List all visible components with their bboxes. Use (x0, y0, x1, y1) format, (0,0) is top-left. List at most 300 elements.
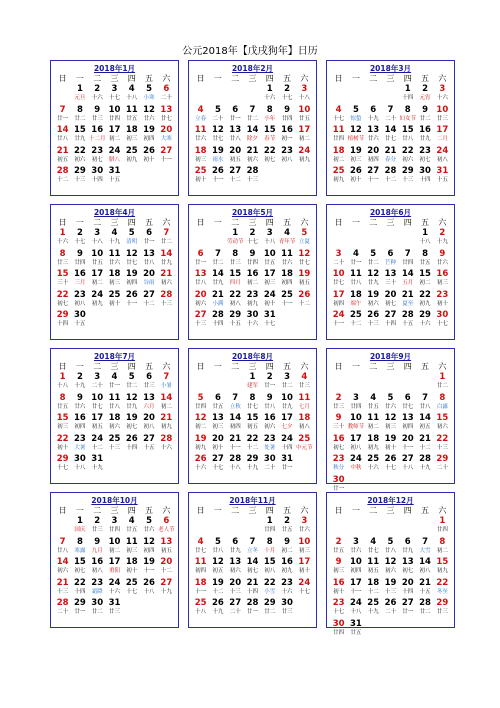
day-cell (278, 84, 295, 105)
weekday-label: 二 (369, 74, 378, 83)
lunar-date: 初七 (91, 156, 103, 163)
day-cell (227, 413, 244, 434)
day-cell (209, 413, 226, 434)
day-number: 9 (422, 104, 428, 115)
lunar-date: 教师节 (347, 424, 365, 430)
day-cell (227, 166, 244, 187)
day-cell (209, 269, 226, 290)
lunar-date: 十四 (402, 95, 414, 101)
day-number: 19 (212, 145, 224, 156)
lunar-date: 廿一 (281, 465, 293, 471)
day-number: 7 (59, 536, 66, 547)
weekday-label: 三 (110, 506, 119, 515)
lunar-date: 廿三 (281, 609, 293, 615)
day-number: 28 (56, 166, 69, 176)
day-cell (71, 269, 88, 290)
day-cell (123, 516, 140, 537)
week-row (330, 413, 451, 434)
day-cell (434, 166, 451, 187)
lunar-date: 大暑 (74, 444, 86, 451)
lunar-date: 初五 (91, 424, 103, 430)
day-cell (416, 557, 433, 578)
day-cell (382, 537, 399, 558)
day-cell (365, 598, 382, 619)
lunar-date: 十四 (402, 588, 414, 595)
lunar-date: 十九 (212, 609, 224, 615)
day-cell (347, 434, 364, 455)
day-cell (227, 125, 244, 146)
lunar-date: 廿一 (108, 383, 120, 389)
day-cell (192, 454, 209, 475)
day-cell (382, 105, 399, 126)
lunar-date: 二十 (160, 95, 172, 101)
day-number: 26 (143, 145, 155, 156)
lunar-date: 初三 (298, 547, 310, 554)
lunar-date: 十六 (419, 321, 431, 327)
lunar-date: 初六 (108, 424, 120, 430)
day-cell (330, 125, 347, 146)
day-number: 23 (436, 289, 449, 300)
month-block (326, 348, 455, 492)
day-cell (278, 146, 295, 167)
lunar-date: 初十 (333, 588, 345, 595)
week-row (192, 434, 313, 455)
day-cell (347, 578, 364, 599)
lunar-date: 十四 (281, 444, 293, 451)
day-number: 18 (125, 125, 138, 135)
lunar-date: 十四 (57, 321, 69, 327)
week-row (54, 434, 175, 455)
lunar-date: 廿一 (57, 115, 69, 122)
day-cell (296, 434, 313, 455)
weekday-label: 六 (300, 506, 309, 515)
lunar-date: 初六 (367, 300, 379, 307)
week-row (192, 578, 313, 599)
day-number: 21 (229, 433, 242, 444)
day-cell (330, 290, 347, 311)
week-row (330, 619, 451, 640)
day-cell (54, 393, 71, 414)
day-number: 10 (91, 248, 104, 259)
lunar-date: 十三 (74, 177, 86, 183)
day-number: 30 (281, 598, 293, 608)
day-cell (399, 393, 416, 414)
day-cell (71, 228, 88, 249)
day-number: 13 (367, 125, 380, 135)
lunar-date: 初二 (281, 547, 293, 554)
day-number: 3 (301, 84, 308, 94)
day-cell (399, 454, 416, 475)
day-number: 24 (332, 310, 345, 320)
lunar-date: 初二 (108, 136, 120, 142)
lunar-date: 廿六 (436, 259, 448, 266)
day-number: 2 (335, 536, 342, 547)
day-cell (227, 557, 244, 578)
lunar-date: 廿七 (195, 547, 207, 554)
day-number: 17 (91, 269, 104, 279)
day-cell (278, 537, 295, 558)
day-number: 10 (298, 536, 311, 547)
day-cell (399, 269, 416, 290)
week-row (330, 393, 451, 414)
lunar-date: 十七 (126, 588, 138, 595)
day-number: 10 (332, 269, 345, 279)
week-row (330, 578, 451, 599)
day-cell (158, 393, 175, 414)
lunar-date: 十四 (384, 321, 396, 327)
day-cell (382, 146, 399, 167)
day-cell (434, 434, 451, 455)
day-number: 1 (266, 516, 273, 526)
day-cell (330, 269, 347, 290)
day-number: 7 (214, 248, 221, 259)
day-cell (278, 269, 295, 290)
weekday-label: 二 (231, 74, 240, 83)
day-number: 6 (163, 516, 170, 526)
day-number: 15 (419, 269, 431, 279)
day-cell (158, 413, 175, 434)
day-cell (106, 228, 123, 249)
day-number: 27 (367, 166, 380, 176)
day-number: 4 (370, 392, 377, 403)
day-cell (278, 372, 295, 393)
day-cell (434, 537, 451, 558)
day-number: 15 (56, 269, 69, 279)
day-number: 16 (91, 125, 104, 135)
day-number: 7 (404, 248, 411, 259)
lunar-date: 初三 (195, 156, 207, 163)
day-number: 20 (143, 413, 155, 423)
lunar-date: 初九 (160, 424, 172, 430)
lunar-date: 廿九 (160, 259, 172, 266)
lunar-date: 廿三 (436, 609, 448, 615)
day-cell (89, 516, 106, 537)
lunar-date: 初九 (246, 300, 258, 307)
day-number: 16 (74, 269, 86, 279)
day-cell (416, 125, 433, 146)
lunar-date: 廿八 (57, 136, 69, 142)
day-cell (106, 516, 123, 537)
month-title: 2018年10月 (91, 496, 138, 505)
day-number: 26 (350, 166, 362, 176)
day-cell (416, 228, 433, 249)
day-number: 16 (246, 269, 259, 279)
day-cell (261, 537, 278, 558)
day-number: 5 (387, 536, 394, 547)
day-cell (330, 557, 347, 578)
lunar-date: 初三 (350, 156, 362, 163)
lunar-date: 廿八 (108, 403, 120, 410)
lunar-date: 初九 (91, 300, 103, 307)
day-number: 19 (298, 269, 311, 279)
month-title: 2018年6月 (369, 208, 412, 217)
day-cell (106, 393, 123, 414)
day-number: 13 (401, 413, 414, 423)
lunar-date: 廿七 (402, 403, 414, 410)
day-number: 30 (436, 310, 449, 320)
day-number: 7 (387, 104, 394, 115)
day-number: 24 (91, 433, 104, 444)
weekday-label: 日 (58, 362, 67, 371)
day-number: 26 (384, 454, 397, 464)
lunar-date: 十二 (57, 177, 69, 183)
day-cell (330, 578, 347, 599)
month-block (326, 492, 455, 636)
week-row (192, 146, 313, 167)
day-number: 20 (384, 289, 397, 300)
lunar-date: 十五 (74, 321, 86, 327)
day-number: 18 (194, 577, 207, 588)
lunar-date: 初九 (195, 444, 207, 451)
day-number: 15 (229, 269, 242, 279)
lunar-date: 初六 (195, 300, 207, 307)
day-number: 12 (298, 248, 311, 259)
day-number: 21 (419, 433, 431, 444)
lunar-date: 处暑 (264, 444, 276, 451)
weekday-label: 二 (231, 362, 240, 371)
day-cell (140, 557, 157, 578)
lunar-date: 中元节 (296, 444, 313, 451)
week-row (330, 228, 451, 249)
day-number: 23 (332, 454, 345, 464)
day-cell (416, 578, 433, 599)
day-cell (71, 434, 88, 455)
day-number: 28 (419, 454, 431, 464)
lunar-date: 初六 (160, 280, 172, 286)
day-cell (106, 557, 123, 578)
day-number: 9 (76, 392, 83, 403)
lunar-date: 大寒 (160, 136, 172, 142)
day-number: 16 (91, 557, 104, 567)
day-number: 1 (439, 372, 446, 382)
lunar-date: 初九 (367, 444, 379, 451)
day-cell (244, 146, 261, 167)
lunar-date: 廿三 (57, 259, 69, 266)
lunar-date: 初九 (298, 156, 310, 163)
lunar-date: 十五 (229, 321, 241, 327)
lunar-date: 初六 (229, 568, 241, 574)
weekday-label: 五 (145, 74, 154, 83)
day-cell (123, 413, 140, 434)
lunar-date: 十八 (298, 95, 310, 101)
day-number: 15 (56, 413, 69, 423)
day-cell (244, 454, 261, 475)
week-row (54, 578, 175, 599)
week-row (330, 454, 451, 475)
day-cell (140, 393, 157, 414)
day-cell (347, 146, 364, 167)
day-cell (416, 434, 433, 455)
day-cell (106, 434, 123, 455)
lunar-date: 三十 (57, 280, 69, 286)
lunar-date: 廿一 (143, 239, 155, 245)
lunar-date: 十一 (160, 156, 172, 163)
day-number: 12 (194, 413, 207, 423)
day-number: 24 (263, 289, 276, 300)
week-row (330, 84, 451, 105)
lunar-date: 廿五 (281, 527, 293, 533)
day-number: 5 (128, 228, 135, 238)
day-cell (244, 537, 261, 558)
day-cell (209, 393, 226, 414)
weekday-header (51, 361, 178, 372)
lunar-date: 元旦 (74, 95, 86, 101)
month-title: 2018年4月 (93, 208, 136, 217)
day-cell (278, 125, 295, 146)
month-block (50, 492, 179, 628)
lunar-date: 廿二 (281, 383, 293, 389)
day-number: 28 (56, 598, 69, 608)
lunar-date: 廿五 (350, 629, 362, 636)
day-number: 21 (56, 145, 69, 156)
lunar-date: 重阳 (108, 568, 120, 574)
weekday-label: 四 (403, 74, 412, 83)
day-number: 14 (212, 269, 224, 279)
day-cell (365, 125, 382, 146)
day-number: 26 (194, 454, 207, 464)
lunar-date: 十三 (108, 444, 120, 451)
day-number: 5 (197, 392, 204, 403)
week-row (330, 105, 451, 126)
day-cell (89, 537, 106, 558)
lunar-date: 廿二 (91, 609, 103, 615)
lunar-date: 廿一 (74, 609, 86, 615)
weekday-label: 一 (351, 506, 360, 515)
day-cell (296, 146, 313, 167)
day-number: 22 (263, 145, 276, 156)
day-number: 14 (419, 413, 431, 423)
day-number: 14 (384, 125, 397, 135)
day-cell (123, 578, 140, 599)
day-number: 24 (298, 145, 311, 156)
day-cell (416, 413, 433, 434)
day-cell (261, 84, 278, 105)
day-cell (123, 125, 140, 146)
weekday-label: 日 (196, 506, 205, 515)
day-cell (140, 228, 157, 249)
lunar-date: 初六 (57, 568, 69, 574)
day-number: 12 (350, 125, 362, 135)
lunar-date: 十八 (126, 95, 138, 101)
lunar-date: 廿四 (333, 629, 345, 636)
day-cell (140, 537, 157, 558)
day-cell (89, 578, 106, 599)
day-cell (330, 619, 347, 640)
day-cell (123, 228, 140, 249)
weekday-header (189, 361, 316, 372)
day-cell (416, 598, 433, 619)
day-cell (227, 249, 244, 270)
week-row (54, 166, 175, 187)
day-number: 29 (263, 598, 276, 608)
day-number: 28 (384, 166, 397, 176)
day-cell (278, 290, 295, 311)
lunar-date: 廿八 (195, 280, 207, 286)
lunar-date: 十二 (143, 300, 155, 307)
day-number: 22 (74, 145, 86, 156)
weekday-label: 一 (213, 218, 222, 227)
lunar-date: 十二 (246, 444, 258, 451)
lunar-date: 十四 (212, 321, 224, 327)
week-row (192, 557, 313, 578)
day-cell (365, 249, 382, 270)
day-cell (399, 413, 416, 434)
lunar-date: 十五 (108, 177, 120, 183)
lunar-date: 廿一 (402, 609, 414, 615)
day-cell (347, 269, 364, 290)
day-number: 21 (160, 413, 173, 423)
lunar-date: 十二 (91, 444, 103, 451)
lunar-date: 十五 (436, 177, 448, 183)
day-number: 29 (74, 166, 86, 176)
day-number: 2 (76, 228, 83, 238)
lunar-date: 初三 (264, 280, 276, 286)
day-number: 30 (74, 454, 86, 464)
day-cell (365, 454, 382, 475)
day-number: 14 (56, 557, 69, 567)
lunar-date: 廿五 (298, 115, 310, 122)
day-number: 3 (94, 372, 101, 382)
weekday-label: 日 (196, 362, 205, 371)
lunar-date: 廿四 (402, 259, 414, 266)
day-cell (192, 434, 209, 455)
weekday-label: 日 (334, 506, 343, 515)
day-number: 18 (298, 413, 311, 423)
lunar-date: 三十 (384, 280, 396, 286)
day-cell (106, 269, 123, 290)
lunar-date: 廿三 (436, 115, 448, 122)
day-number: 31 (108, 166, 121, 176)
day-cell (278, 557, 295, 578)
weekday-label: 四 (265, 506, 274, 515)
weekday-label: 一 (351, 218, 360, 227)
day-cell (244, 372, 261, 393)
day-number: 26 (212, 598, 224, 608)
day-number: 13 (384, 269, 397, 279)
lunar-date: 廿五 (419, 259, 431, 266)
day-number: 12 (384, 413, 397, 423)
lunar-date: 寒露 (74, 547, 86, 554)
lunar-date: 二十 (57, 609, 69, 615)
day-cell (71, 146, 88, 167)
day-cell (244, 125, 261, 146)
day-cell (227, 434, 244, 455)
week-row (54, 413, 175, 434)
week-row (192, 290, 313, 311)
day-cell (261, 598, 278, 619)
day-cell (158, 434, 175, 455)
day-cell (158, 516, 175, 537)
weekday-label: 六 (162, 74, 171, 83)
day-cell (347, 249, 364, 270)
day-cell (382, 290, 399, 311)
lunar-date: 廿七 (298, 259, 310, 266)
weekday-label: 一 (351, 362, 360, 371)
lunar-date: 十九 (108, 239, 120, 245)
lunar-date: 初十 (108, 300, 120, 307)
lunar-date: 廿七 (333, 280, 345, 286)
lunar-date: 二十 (91, 383, 103, 389)
lunar-date: 小年 (264, 115, 276, 122)
day-number: 19 (384, 433, 397, 444)
day-cell (71, 290, 88, 311)
day-cell (365, 413, 382, 434)
day-cell (330, 146, 347, 167)
lunar-date: 初三 (436, 280, 448, 286)
lunar-date: 十四 (91, 177, 103, 183)
week-row (330, 166, 451, 187)
day-cell (106, 578, 123, 599)
